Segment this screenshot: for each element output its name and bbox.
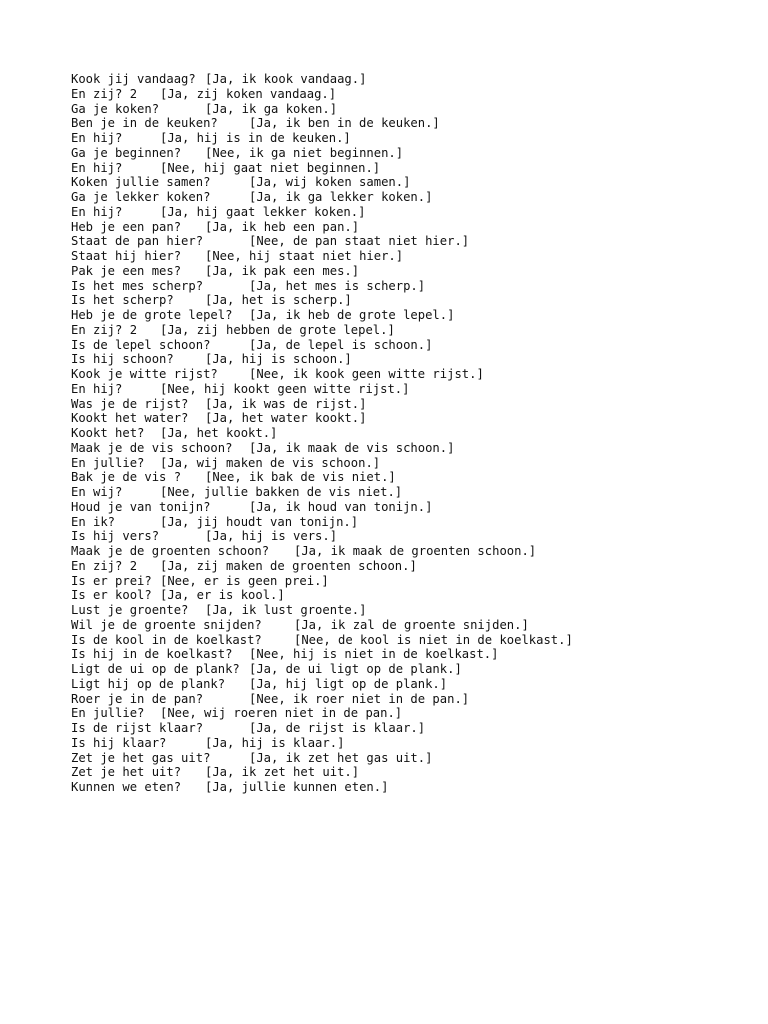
- qa-line: [71, 131, 751, 146]
- question-text: Is hij schoon?: [71, 352, 174, 367]
- question-text: En hij?: [71, 131, 123, 145]
- answer-text: [Nee, jullie bakken de vis niet.]: [160, 485, 403, 499]
- qa-line: [71, 352, 751, 367]
- answer-text: [Ja, het is scherp.]: [205, 293, 352, 308]
- question-text: En hij?: [71, 204, 123, 219]
- qa-line: [71, 382, 751, 397]
- question-text: Kookt het?: [71, 426, 145, 440]
- question-text: Is het scherp?: [71, 293, 174, 308]
- question-text: Houd je van tonijn?: [71, 499, 211, 514]
- question-text: Zet je het gas uit?: [71, 750, 211, 765]
- qa-line: [71, 515, 751, 530]
- qa-line: [71, 293, 751, 308]
- qa-line: [71, 161, 751, 176]
- question-text: Kook jij vandaag?: [71, 72, 196, 86]
- answer-text: [Ja, hij is vers.]: [205, 529, 338, 544]
- qa-line: [71, 544, 751, 559]
- answer-text: [Ja, ik kook vandaag.]: [205, 72, 367, 86]
- qa-line: [71, 618, 751, 633]
- qa-line: [71, 397, 751, 412]
- question-text: Wil je de groente snijden?: [71, 617, 262, 632]
- qa-line: [71, 234, 751, 249]
- answer-text: [Nee, hij kookt geen witte rijst.]: [160, 381, 410, 396]
- question-text: Zet je het uit?: [71, 765, 182, 780]
- qa-line: [71, 264, 751, 279]
- question-text: En ik?: [71, 514, 116, 529]
- answer-text: [Ja, hij is schoon.]: [205, 352, 352, 367]
- answer-text: [Ja, ik zet het gas uit.]: [249, 750, 433, 765]
- qa-line: [71, 529, 751, 544]
- question-text: Is er kool?: [71, 588, 152, 603]
- qa-line: [71, 249, 751, 264]
- qa-line: [71, 633, 751, 648]
- question-text: Is hij vers?: [71, 529, 160, 544]
- qa-line: [71, 588, 751, 603]
- answer-text: [Ja, hij gaat lekker koken.]: [160, 204, 366, 219]
- question-text: Is het mes scherp?: [71, 278, 204, 293]
- answer-text: [Ja, zij maken de groenten schoon.]: [160, 558, 417, 573]
- question-text: Koken jullie samen?: [71, 175, 211, 190]
- question-text: Ga je koken?: [71, 101, 160, 116]
- answer-text: [Ja, de rijst is klaar.]: [249, 721, 426, 735]
- answer-text: [Ja, jullie kunnen eten.]: [205, 780, 389, 794]
- qa-line: [71, 367, 751, 382]
- answer-text: [Nee, hij staat niet hier.]: [205, 249, 404, 263]
- qa-line: [71, 677, 751, 692]
- qa-line: [71, 692, 751, 707]
- qa-line: [71, 205, 751, 220]
- qa-line: [71, 706, 751, 721]
- answer-text: [Ja, wij koken samen.]: [249, 175, 411, 190]
- qa-line: [71, 721, 751, 736]
- answer-text: [Ja, ik maak de groenten schoon.]: [294, 544, 537, 558]
- answer-text: [Ja, ik ga lekker koken.]: [249, 190, 433, 204]
- question-text: En zij? 2: [71, 322, 138, 337]
- answer-text: [Ja, ik lust groente.]: [205, 603, 367, 617]
- question-text: Is de rijst klaar?: [71, 721, 204, 735]
- document-page: [71, 72, 751, 795]
- question-text: Maak je de vis schoon?: [71, 440, 233, 455]
- question-text: Kunnen we eten?: [71, 780, 182, 794]
- qa-line: [71, 146, 751, 161]
- question-text: Is hij in de koelkast?: [71, 647, 233, 662]
- qa-line: [71, 323, 751, 338]
- qa-line: [71, 500, 751, 515]
- qa-line: [71, 662, 751, 677]
- question-text: Is er prei?: [71, 573, 152, 588]
- qa-line: [71, 308, 751, 323]
- answer-text: [Nee, wij roeren niet in de pan.]: [160, 706, 403, 721]
- answer-text: [Ja, wij maken de vis schoon.]: [160, 455, 381, 470]
- qa-line: [71, 220, 751, 235]
- answer-text: [Ja, ik ga koken.]: [205, 101, 338, 116]
- answer-text: [Ja, ik pak een mes.]: [205, 263, 360, 278]
- question-text: Pak je een mes?: [71, 263, 182, 278]
- question-text: Ben je in de keuken?: [71, 116, 218, 131]
- qa-line: [71, 574, 751, 589]
- answer-text: [Ja, de lepel is schoon.]: [249, 337, 433, 352]
- answer-text: [Ja, zij koken vandaag.]: [160, 86, 337, 101]
- qa-line: [71, 603, 751, 618]
- answer-text: [Nee, ik roer niet in de pan.]: [249, 691, 470, 706]
- answer-text: [Ja, ik ben in de keuken.]: [249, 116, 440, 131]
- answer-text: [Ja, hij is in de keuken.]: [160, 131, 351, 145]
- answer-text: [Ja, ik zet het uit.]: [205, 765, 360, 780]
- qa-line: [71, 470, 751, 485]
- question-text: Heb je een pan?: [71, 219, 182, 234]
- answer-text: [Ja, jij houdt van tonijn.]: [160, 514, 359, 529]
- qa-line: [71, 190, 751, 205]
- qa-line: [71, 456, 751, 471]
- question-text: Kookt het water?: [71, 411, 189, 426]
- qa-line: [71, 338, 751, 353]
- qa-line: [71, 736, 751, 751]
- question-text: Ga je lekker koken?: [71, 190, 211, 204]
- question-text: Is de lepel schoon?: [71, 337, 211, 352]
- answer-text: [Ja, ik maak de vis schoon.]: [249, 440, 455, 455]
- qa-line: [71, 279, 751, 294]
- qa-line: [71, 751, 751, 766]
- answer-text: [Nee, ik kook geen witte rijst.]: [249, 367, 484, 381]
- question-text: Staat hij hier?: [71, 249, 182, 263]
- question-text: Ga je beginnen?: [71, 145, 182, 160]
- qa-line: [71, 411, 751, 426]
- answer-text: [Nee, er is geen prei.]: [160, 573, 329, 588]
- question-text: En jullie?: [71, 706, 145, 721]
- qa-line: [71, 780, 751, 795]
- qa-line: [71, 175, 751, 190]
- answer-text: [Ja, het water kookt.]: [205, 411, 367, 426]
- qa-line: [71, 559, 751, 574]
- question-text: Was je de rijst?: [71, 396, 189, 411]
- answer-text: [Nee, ik bak de vis niet.]: [205, 470, 396, 485]
- answer-text: [Ja, de ui ligt op de plank.]: [249, 662, 462, 676]
- answer-text: [Ja, zij hebben de grote lepel.]: [160, 322, 395, 337]
- answer-text: [Nee, hij is niet in de koelkast.]: [249, 647, 499, 662]
- qa-line: [71, 765, 751, 780]
- question-text: Heb je de grote lepel?: [71, 308, 233, 322]
- qa-line: [71, 72, 751, 87]
- question-text: En hij?: [71, 381, 123, 396]
- question-text: En zij? 2: [71, 86, 138, 101]
- question-text: En jullie?: [71, 455, 145, 470]
- question-text: En hij?: [71, 160, 123, 175]
- qa-line: [71, 647, 751, 662]
- answer-text: [Ja, ik heb een pan.]: [205, 219, 360, 234]
- qa-line: [71, 102, 751, 117]
- qa-line: [71, 485, 751, 500]
- question-text: Ligt hij op de plank?: [71, 676, 226, 691]
- answer-text: [Ja, ik was de rijst.]: [205, 396, 367, 411]
- answer-text: [Nee, ik ga niet beginnen.]: [205, 145, 404, 160]
- answer-text: [Ja, er is kool.]: [160, 588, 285, 603]
- answer-text: [Ja, hij ligt op de plank.]: [249, 676, 448, 691]
- qa-line: [71, 87, 751, 102]
- answer-text: [Ja, ik houd van tonijn.]: [249, 499, 433, 514]
- question-text: Ligt de ui op de plank?: [71, 662, 240, 676]
- answer-text: [Nee, de pan staat niet hier.]: [249, 234, 470, 249]
- answer-text: [Ja, het mes is scherp.]: [249, 278, 426, 293]
- qa-line: [71, 116, 751, 131]
- question-text: Maak je de groenten schoon?: [71, 544, 270, 558]
- question-text: Is hij klaar?: [71, 735, 167, 750]
- answer-text: [Nee, hij gaat niet beginnen.]: [160, 160, 381, 175]
- question-text: Roer je in de pan?: [71, 691, 204, 706]
- answer-text: [Ja, ik heb de grote lepel.]: [249, 308, 455, 322]
- answer-text: [Nee, de kool is niet in de koelkast.]: [294, 632, 573, 647]
- question-text: Staat de pan hier?: [71, 234, 204, 249]
- answer-text: [Ja, het kookt.]: [160, 426, 278, 440]
- question-text: Bak je de vis ?: [71, 470, 182, 485]
- question-text: Lust je groente?: [71, 603, 189, 617]
- question-text: En zij? 2: [71, 558, 138, 573]
- answer-text: [Ja, ik zal de groente snijden.]: [294, 617, 529, 632]
- question-text: En wij?: [71, 485, 123, 499]
- qa-line: [71, 441, 751, 456]
- qa-line: [71, 426, 751, 441]
- question-text: Kook je witte rijst?: [71, 367, 218, 381]
- question-text: Is de kool in de koelkast?: [71, 632, 262, 647]
- answer-text: [Ja, hij is klaar.]: [205, 735, 345, 750]
